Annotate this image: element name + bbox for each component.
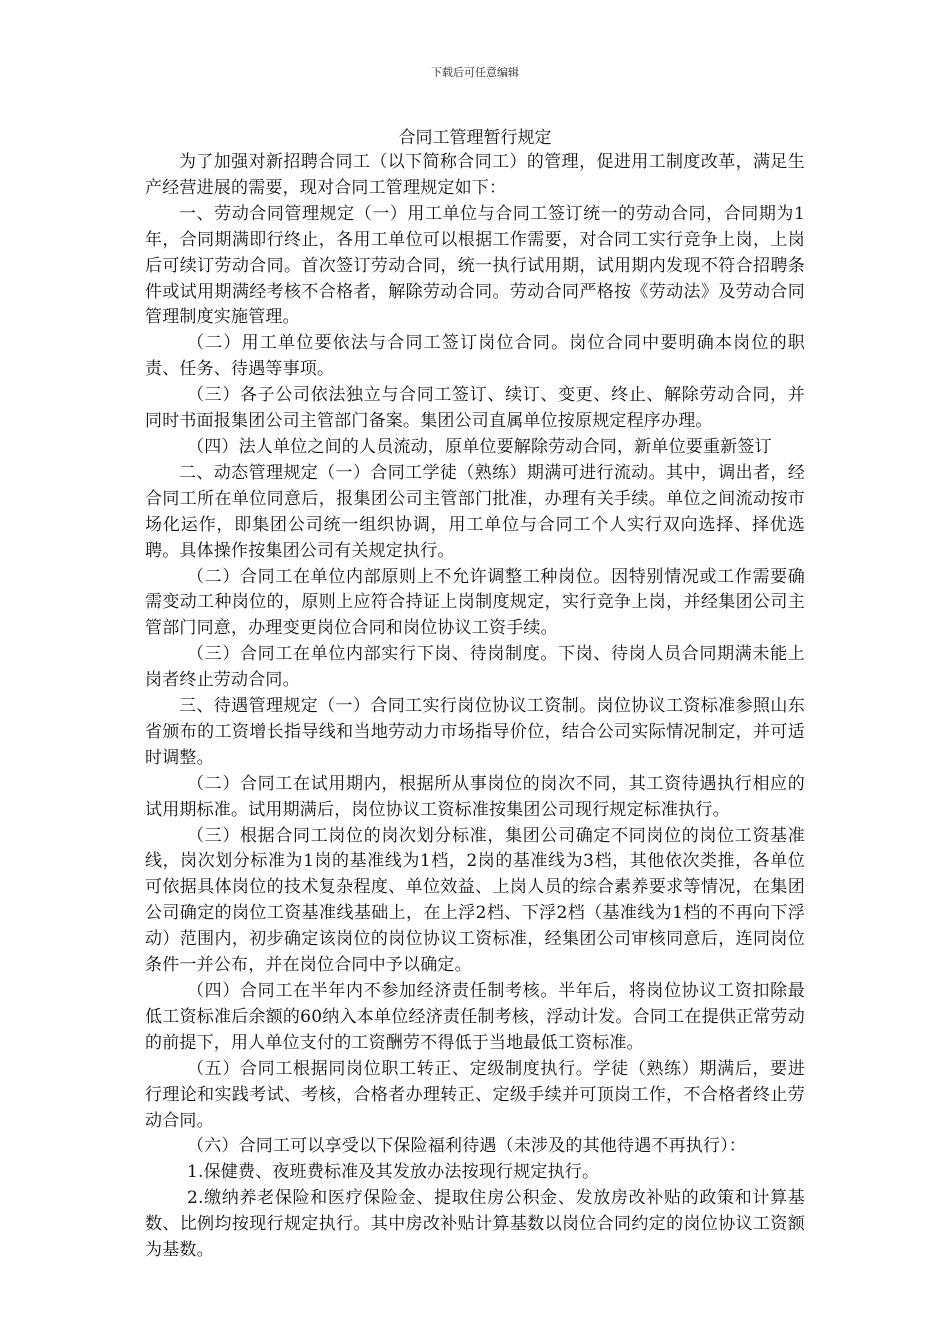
section-3-item-3: （三）根据合同工岗位的岗次划分标准，集团公司确定不同岗位的岗位工资基准线，岗次划分标准为1岗的基准线为1档，2岗的基准线为3档，其他依次类推，各单位可依据具体岗位的技术复杂程度、单位效益、上岗人员的综合素养要求等情况，在集团公司确定的岗位工资基准线基础上，在上浮2档、下浮2档（基准线为1档的不再向下浮动）范围内，初步确定该岗位的岗位协议工资标准，经集团公司审核同意后，连同岗位条件一并公布，并在岗位合同中予以确定。 — [145, 825, 805, 976]
section-2-item-2: （二）合同工在单位内部原则上不允许调整工种岗位。因特别情况或工作需要确需变动工种岗位的，原则上应符合持证上岗制度规定，实行竞争上岗，并经集团公司主管部门同意，办理变更岗位合同和岗位协议工资手续。 — [145, 566, 805, 639]
benefit-item-1: 1.保健费、夜班费标准及其发放办法按现行规定执行。 — [187, 1162, 600, 1183]
benefit-item-2: 2.缴纳养老保险和医疗保险金、提取住房公积金、发放房改补贴的政策和计算基数、比例均按现行规定执行。其中房改补贴计算基数以岗位合同约定的岗位协议工资额为基数。 — [145, 1188, 805, 1261]
section-1-item-4: （四）法人单位之间的人员流动，原单位要解除劳动合同，新单位要重新签订 — [187, 436, 772, 457]
section-2-item-3: （三）合同工在单位内部实行下岗、待岗制度。下岗、待岗人员合同期满未能上岗者终止劳动合同。 — [145, 644, 805, 691]
section-1-paragraph: 一、劳动合同管理规定（一）用工单位与合同工签订统一的劳动合同，合同期为1年，合同期满即行终止，各用工单位可以根据工作需要，对合同工实行竞争上岗，上岗后可续订劳动合同。首次签订劳动合同，统一执行试用期，试用期内发现不符合招聘条件或试用期满经考核不合格者，解除劳动合同。劳动合同严格按《劳动法》及劳动合同管理制度实施管理。 — [145, 203, 805, 328]
section-3-item-4: （四）合同工在半年内不参加经济责任制考核。半年后，将岗位协议工资扣除最低工资标准后余额的60纳入本单位经济责任制考核，浮动计发。合同工在提供正常劳动的前提下，用人单位支付的工资酬劳不得低于当地最低工资标准。 — [145, 981, 805, 1053]
document-title: 合同工管理暂行规定 — [398, 128, 552, 148]
section-3-item-2: （二）合同工在试用期内，根据所从事岗位的岗次不同，其工资待遇执行相应的试用期标准。试用期满后，岗位协议工资标准按集团公司现行规定标准执行。 — [145, 773, 805, 820]
section-2-paragraph: 二、动态管理规定（一）合同工学徒（熟练）期满可进行流动。其中，调出者，经合同工所在单位同意后，报集团公司主管部门批准，办理有关手续。单位之间流动按市场化运作，即集团公司统一组织协调，用工单位与合同工个人实行双向选择、择优选聘。具体操作按集团公司有关规定执行。 — [145, 462, 805, 561]
section-1-item-2: （二）用工单位要依法与合同工签订岗位合同。岗位合同中要明确本岗位的职责、任务、待遇等事项。 — [145, 333, 805, 380]
header-note: 下载后可任意编辑 — [431, 66, 519, 79]
section-3-item-6: （六）合同工可以享受以下保险福利待遇（未涉及的其他待遇不再执行）： — [187, 1136, 747, 1157]
section-3-item-5: （五）合同工根据同岗位职工转正、定级制度执行。学徒（熟练）期满后，要进行理论和实践考试、考核，合格者办理转正、定级手续并可顶岗工作，不合格者终止劳动合同。 — [145, 1058, 805, 1131]
intro-paragraph: 为了加强对新招聘合同工（以下简称合同工）的管理，促进用工制度改革，满足生产经营进展的需要，现对合同工管理规定如下： — [145, 152, 805, 198]
section-3-paragraph: 三、待遇管理规定（一）合同工实行岗位协议工资制。岗位协议工资标准参照山东省颁布的工资增长指导线和当地劳动力市场指导价位，结合公司实际情况制定，并可适时调整。 — [145, 696, 805, 768]
document-body — [145, 150, 805, 1264]
section-1-item-3: （三）各子公司依法独立与合同工签订、续订、变更、终止、解除劳动合同，并同时书面报集团公司主管部门备案。集团公司直属单位按原规定程序办理。 — [145, 385, 805, 432]
